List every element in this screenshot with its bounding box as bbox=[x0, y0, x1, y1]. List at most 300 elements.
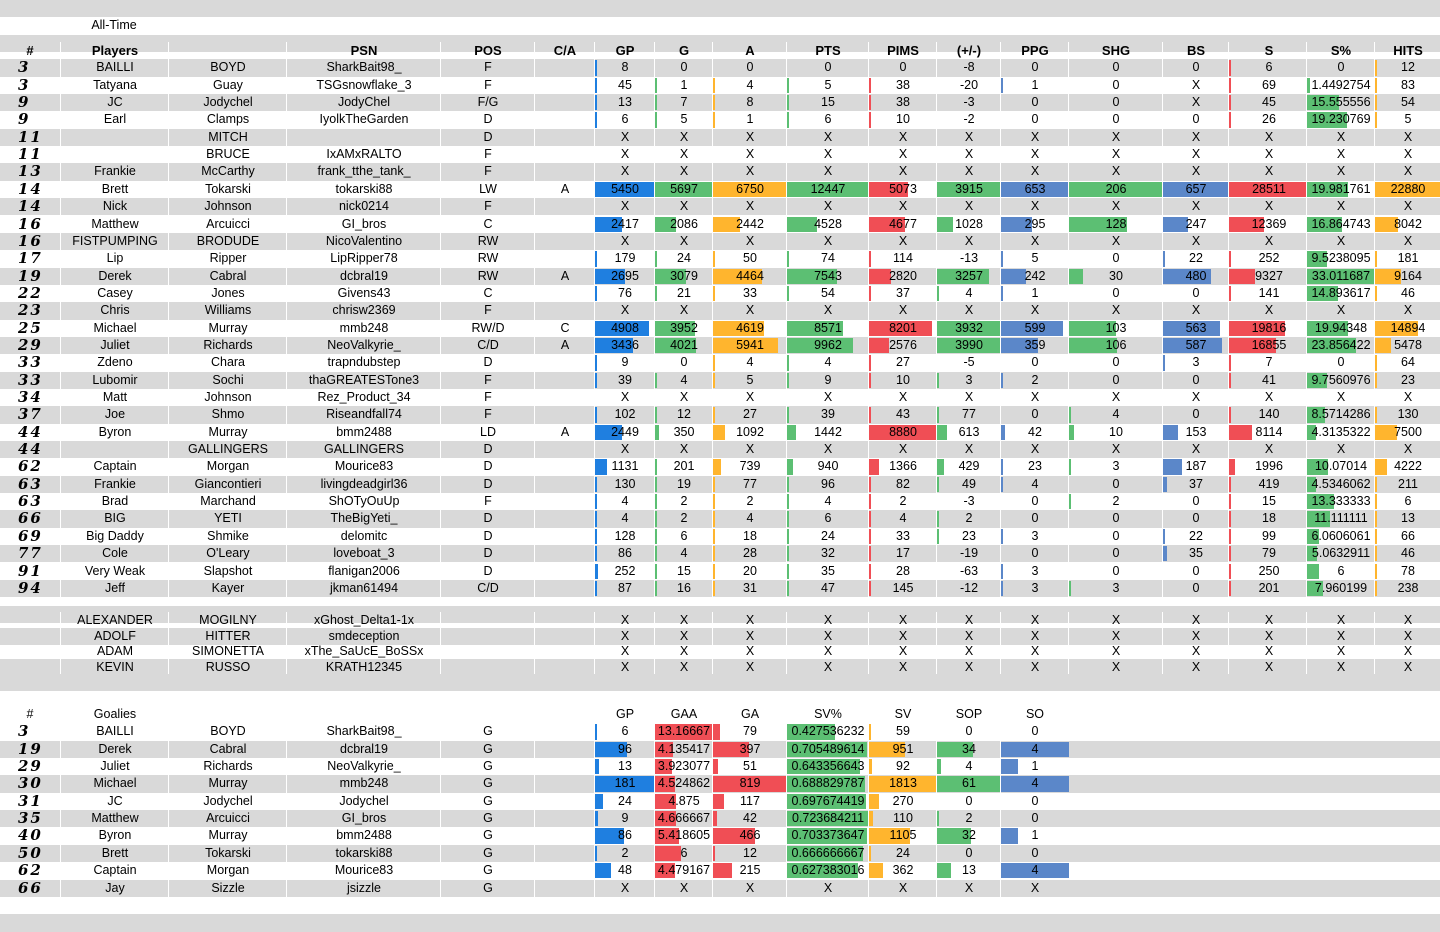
cell[interactable] bbox=[1000, 233, 1069, 250]
cell[interactable] bbox=[534, 320, 595, 337]
cell[interactable] bbox=[1000, 880, 1069, 897]
cell[interactable] bbox=[1000, 129, 1069, 146]
cell[interactable] bbox=[786, 94, 869, 111]
cell[interactable] bbox=[286, 111, 441, 128]
jersey-number[interactable] bbox=[0, 59, 60, 76]
cell[interactable] bbox=[868, 441, 937, 458]
cell[interactable] bbox=[286, 793, 441, 810]
cell[interactable] bbox=[1162, 163, 1229, 180]
cell[interactable] bbox=[534, 94, 595, 111]
cell[interactable] bbox=[60, 458, 169, 475]
cell[interactable] bbox=[534, 827, 595, 844]
cell[interactable] bbox=[60, 612, 169, 629]
cell[interactable] bbox=[534, 476, 595, 493]
jersey-number[interactable] bbox=[0, 476, 60, 493]
cell[interactable] bbox=[1374, 285, 1440, 302]
cell[interactable] bbox=[1162, 337, 1229, 354]
cell[interactable] bbox=[286, 510, 441, 527]
cell[interactable] bbox=[712, 216, 787, 233]
cell[interactable] bbox=[60, 880, 169, 897]
cell[interactable] bbox=[1162, 181, 1229, 198]
cell[interactable] bbox=[786, 285, 869, 302]
jersey-number[interactable] bbox=[0, 424, 60, 441]
column-header[interactable] bbox=[712, 42, 787, 59]
cell[interactable] bbox=[168, 458, 287, 475]
cell[interactable] bbox=[1374, 545, 1440, 562]
cell[interactable] bbox=[60, 723, 169, 740]
cell[interactable] bbox=[1000, 793, 1069, 810]
cell[interactable] bbox=[1000, 758, 1069, 775]
cell[interactable] bbox=[786, 354, 869, 371]
cell[interactable] bbox=[594, 545, 655, 562]
cell[interactable] bbox=[534, 77, 595, 94]
cell[interactable] bbox=[868, 406, 937, 423]
cell[interactable] bbox=[786, 880, 869, 897]
cell[interactable] bbox=[1000, 198, 1069, 215]
cell[interactable] bbox=[594, 493, 655, 510]
cell[interactable] bbox=[594, 111, 655, 128]
cell[interactable] bbox=[1228, 563, 1309, 580]
cell[interactable] bbox=[594, 563, 655, 580]
cell[interactable] bbox=[286, 146, 441, 163]
cell[interactable] bbox=[1068, 424, 1163, 441]
cell[interactable] bbox=[786, 406, 869, 423]
cell[interactable] bbox=[654, 216, 713, 233]
cell[interactable] bbox=[60, 320, 169, 337]
cell[interactable] bbox=[868, 880, 937, 897]
cell[interactable] bbox=[440, 827, 535, 844]
cell[interactable] bbox=[594, 827, 655, 844]
cell[interactable] bbox=[594, 268, 655, 285]
cell[interactable] bbox=[712, 810, 787, 827]
cell[interactable] bbox=[286, 337, 441, 354]
cell[interactable] bbox=[1228, 302, 1309, 319]
cell[interactable] bbox=[534, 793, 595, 810]
cell[interactable] bbox=[786, 111, 869, 128]
cell[interactable] bbox=[654, 793, 713, 810]
cell[interactable] bbox=[286, 643, 441, 660]
cell[interactable] bbox=[868, 810, 937, 827]
cell[interactable] bbox=[936, 580, 1001, 597]
cell[interactable] bbox=[1162, 302, 1229, 319]
cell[interactable] bbox=[168, 111, 287, 128]
cell[interactable] bbox=[712, 528, 787, 545]
cell[interactable] bbox=[1374, 268, 1440, 285]
cell[interactable] bbox=[654, 845, 713, 862]
jersey-number[interactable] bbox=[0, 389, 60, 406]
cell[interactable] bbox=[168, 741, 287, 758]
cell[interactable] bbox=[1228, 111, 1309, 128]
jersey-number[interactable] bbox=[0, 880, 60, 897]
cell[interactable] bbox=[60, 510, 169, 527]
cell[interactable] bbox=[868, 94, 937, 111]
cell[interactable] bbox=[786, 441, 869, 458]
cell[interactable] bbox=[594, 320, 655, 337]
cell[interactable] bbox=[1068, 580, 1163, 597]
cell[interactable] bbox=[168, 216, 287, 233]
cell[interactable] bbox=[440, 337, 535, 354]
cell[interactable] bbox=[654, 337, 713, 354]
cell[interactable] bbox=[786, 758, 869, 775]
cell[interactable] bbox=[654, 181, 713, 198]
cell[interactable] bbox=[712, 741, 787, 758]
cell[interactable] bbox=[654, 406, 713, 423]
cell[interactable] bbox=[712, 198, 787, 215]
cell[interactable] bbox=[1162, 528, 1229, 545]
cell[interactable] bbox=[712, 862, 787, 879]
cell[interactable] bbox=[786, 59, 869, 76]
cell[interactable] bbox=[654, 268, 713, 285]
cell[interactable] bbox=[1306, 424, 1375, 441]
cell[interactable] bbox=[1306, 59, 1375, 76]
cell[interactable] bbox=[936, 302, 1001, 319]
cell[interactable] bbox=[1228, 146, 1309, 163]
cell[interactable] bbox=[534, 845, 595, 862]
cell[interactable] bbox=[786, 163, 869, 180]
cell[interactable] bbox=[1068, 250, 1163, 267]
cell[interactable] bbox=[1306, 510, 1375, 527]
cell[interactable] bbox=[1162, 233, 1229, 250]
cell[interactable] bbox=[1162, 563, 1229, 580]
cell[interactable] bbox=[286, 563, 441, 580]
cell[interactable] bbox=[60, 216, 169, 233]
cell[interactable] bbox=[1068, 268, 1163, 285]
cell[interactable] bbox=[534, 198, 595, 215]
jersey-number[interactable] bbox=[0, 775, 60, 792]
cell[interactable] bbox=[936, 285, 1001, 302]
cell[interactable] bbox=[936, 545, 1001, 562]
cell[interactable] bbox=[936, 129, 1001, 146]
cell[interactable] bbox=[534, 424, 595, 441]
cell[interactable] bbox=[1000, 424, 1069, 441]
cell[interactable] bbox=[286, 372, 441, 389]
cell[interactable] bbox=[1000, 337, 1069, 354]
cell[interactable] bbox=[1162, 580, 1229, 597]
cell[interactable] bbox=[712, 389, 787, 406]
cell[interactable] bbox=[286, 458, 441, 475]
jersey-number[interactable] bbox=[0, 563, 60, 580]
cell[interactable] bbox=[712, 250, 787, 267]
cell[interactable] bbox=[1068, 181, 1163, 198]
cell[interactable] bbox=[1306, 129, 1375, 146]
cell[interactable] bbox=[60, 372, 169, 389]
cell[interactable] bbox=[654, 285, 713, 302]
cell[interactable] bbox=[286, 827, 441, 844]
cell[interactable] bbox=[1000, 94, 1069, 111]
cell[interactable] bbox=[1068, 528, 1163, 545]
jersey-number[interactable] bbox=[0, 372, 60, 389]
cell[interactable] bbox=[1306, 337, 1375, 354]
jersey-number[interactable] bbox=[0, 810, 60, 827]
cell[interactable] bbox=[868, 129, 937, 146]
cell[interactable] bbox=[60, 406, 169, 423]
cell[interactable] bbox=[594, 302, 655, 319]
cell[interactable] bbox=[1000, 163, 1069, 180]
cell[interactable] bbox=[440, 146, 535, 163]
cell[interactable] bbox=[60, 354, 169, 371]
column-header[interactable] bbox=[534, 706, 595, 723]
cell[interactable] bbox=[654, 77, 713, 94]
cell[interactable] bbox=[1000, 493, 1069, 510]
column-header[interactable] bbox=[936, 706, 1001, 723]
cell[interactable] bbox=[786, 741, 869, 758]
cell[interactable] bbox=[712, 510, 787, 527]
cell[interactable] bbox=[1162, 59, 1229, 76]
cell[interactable] bbox=[868, 493, 937, 510]
cell[interactable] bbox=[594, 233, 655, 250]
cell[interactable] bbox=[60, 250, 169, 267]
cell[interactable] bbox=[868, 458, 937, 475]
cell[interactable] bbox=[286, 250, 441, 267]
cell[interactable] bbox=[786, 372, 869, 389]
cell[interactable] bbox=[936, 320, 1001, 337]
cell[interactable] bbox=[1228, 424, 1309, 441]
cell[interactable] bbox=[1374, 302, 1440, 319]
cell[interactable] bbox=[168, 723, 287, 740]
cell[interactable] bbox=[1162, 77, 1229, 94]
cell[interactable] bbox=[594, 424, 655, 441]
cell[interactable] bbox=[1000, 580, 1069, 597]
cell[interactable] bbox=[534, 302, 595, 319]
cell[interactable] bbox=[594, 458, 655, 475]
cell[interactable] bbox=[60, 476, 169, 493]
cell[interactable] bbox=[440, 775, 535, 792]
cell[interactable] bbox=[712, 827, 787, 844]
cell[interactable] bbox=[594, 723, 655, 740]
cell[interactable] bbox=[594, 216, 655, 233]
cell[interactable] bbox=[1068, 476, 1163, 493]
cell[interactable] bbox=[1162, 129, 1229, 146]
cell[interactable] bbox=[534, 528, 595, 545]
cell[interactable] bbox=[168, 580, 287, 597]
cell[interactable] bbox=[1000, 250, 1069, 267]
cell[interactable] bbox=[654, 580, 713, 597]
cell[interactable] bbox=[1374, 493, 1440, 510]
cell[interactable] bbox=[168, 793, 287, 810]
cell[interactable] bbox=[286, 880, 441, 897]
cell[interactable] bbox=[1000, 111, 1069, 128]
cell[interactable] bbox=[594, 406, 655, 423]
cell[interactable] bbox=[594, 775, 655, 792]
column-header[interactable] bbox=[60, 706, 169, 723]
cell[interactable] bbox=[534, 354, 595, 371]
cell[interactable] bbox=[594, 94, 655, 111]
cell[interactable] bbox=[168, 510, 287, 527]
cell[interactable] bbox=[286, 862, 441, 879]
jersey-number[interactable] bbox=[0, 458, 60, 475]
cell[interactable] bbox=[60, 827, 169, 844]
cell[interactable] bbox=[1068, 372, 1163, 389]
cell[interactable] bbox=[1374, 233, 1440, 250]
cell[interactable] bbox=[440, 354, 535, 371]
cell[interactable] bbox=[868, 775, 937, 792]
cell[interactable] bbox=[1000, 146, 1069, 163]
cell[interactable] bbox=[1000, 862, 1069, 879]
cell[interactable] bbox=[286, 320, 441, 337]
cell[interactable] bbox=[1162, 285, 1229, 302]
cell[interactable] bbox=[168, 285, 287, 302]
cell[interactable] bbox=[594, 580, 655, 597]
cell[interactable] bbox=[1162, 354, 1229, 371]
cell[interactable] bbox=[1068, 59, 1163, 76]
cell[interactable] bbox=[168, 528, 287, 545]
jersey-number[interactable] bbox=[0, 862, 60, 879]
column-header[interactable] bbox=[868, 42, 937, 59]
cell[interactable] bbox=[936, 845, 1001, 862]
cell[interactable] bbox=[786, 793, 869, 810]
column-header[interactable] bbox=[786, 42, 869, 59]
cell[interactable] bbox=[1000, 441, 1069, 458]
cell[interactable] bbox=[1000, 59, 1069, 76]
cell[interactable] bbox=[712, 146, 787, 163]
cell[interactable] bbox=[786, 563, 869, 580]
cell[interactable] bbox=[286, 181, 441, 198]
cell[interactable] bbox=[654, 424, 713, 441]
column-header[interactable] bbox=[1000, 706, 1069, 723]
cell[interactable] bbox=[936, 181, 1001, 198]
cell[interactable] bbox=[1374, 458, 1440, 475]
column-header[interactable] bbox=[0, 42, 60, 59]
cell[interactable] bbox=[60, 862, 169, 879]
cell[interactable] bbox=[440, 493, 535, 510]
cell[interactable] bbox=[936, 862, 1001, 879]
cell[interactable] bbox=[936, 268, 1001, 285]
cell[interactable] bbox=[1228, 337, 1309, 354]
cell[interactable] bbox=[60, 111, 169, 128]
cell[interactable] bbox=[594, 476, 655, 493]
cell[interactable] bbox=[868, 723, 937, 740]
cell[interactable] bbox=[1306, 372, 1375, 389]
cell[interactable] bbox=[1306, 458, 1375, 475]
cell[interactable] bbox=[1068, 406, 1163, 423]
cell[interactable] bbox=[936, 758, 1001, 775]
cell[interactable] bbox=[1306, 320, 1375, 337]
cell[interactable] bbox=[440, 77, 535, 94]
cell[interactable] bbox=[440, 510, 535, 527]
cell[interactable] bbox=[286, 758, 441, 775]
cell[interactable] bbox=[440, 580, 535, 597]
cell[interactable] bbox=[1000, 354, 1069, 371]
cell[interactable] bbox=[786, 510, 869, 527]
cell[interactable] bbox=[60, 389, 169, 406]
cell[interactable] bbox=[594, 510, 655, 527]
cell[interactable] bbox=[1228, 580, 1309, 597]
cell[interactable] bbox=[440, 793, 535, 810]
cell[interactable] bbox=[168, 406, 287, 423]
cell[interactable] bbox=[786, 320, 869, 337]
cell[interactable] bbox=[1228, 510, 1309, 527]
cell[interactable] bbox=[1306, 302, 1375, 319]
cell[interactable] bbox=[534, 563, 595, 580]
cell[interactable] bbox=[712, 493, 787, 510]
cell[interactable] bbox=[1228, 233, 1309, 250]
cell[interactable] bbox=[654, 510, 713, 527]
cell[interactable] bbox=[936, 77, 1001, 94]
cell[interactable] bbox=[936, 441, 1001, 458]
cell[interactable] bbox=[168, 827, 287, 844]
cell[interactable] bbox=[868, 146, 937, 163]
cell[interactable] bbox=[286, 476, 441, 493]
cell[interactable] bbox=[1306, 476, 1375, 493]
cell[interactable] bbox=[440, 845, 535, 862]
cell[interactable] bbox=[712, 424, 787, 441]
cell[interactable] bbox=[594, 793, 655, 810]
cell[interactable] bbox=[868, 233, 937, 250]
cell[interactable] bbox=[868, 163, 937, 180]
jersey-number[interactable] bbox=[0, 94, 60, 111]
cell[interactable] bbox=[1374, 77, 1440, 94]
cell[interactable] bbox=[534, 723, 595, 740]
cell[interactable] bbox=[534, 233, 595, 250]
cell[interactable] bbox=[868, 510, 937, 527]
cell[interactable] bbox=[168, 59, 287, 76]
cell[interactable] bbox=[936, 163, 1001, 180]
cell[interactable] bbox=[440, 741, 535, 758]
cell[interactable] bbox=[1068, 458, 1163, 475]
cell[interactable] bbox=[1306, 111, 1375, 128]
cell[interactable] bbox=[786, 233, 869, 250]
cell[interactable] bbox=[654, 354, 713, 371]
cell[interactable] bbox=[594, 845, 655, 862]
cell[interactable] bbox=[1000, 563, 1069, 580]
cell[interactable] bbox=[1162, 389, 1229, 406]
cell[interactable] bbox=[168, 545, 287, 562]
cell[interactable] bbox=[168, 268, 287, 285]
cell[interactable] bbox=[286, 198, 441, 215]
cell[interactable] bbox=[168, 476, 287, 493]
cell[interactable] bbox=[1374, 337, 1440, 354]
cell[interactable] bbox=[594, 198, 655, 215]
cell[interactable] bbox=[286, 59, 441, 76]
cell[interactable] bbox=[1228, 250, 1309, 267]
cell[interactable] bbox=[60, 94, 169, 111]
cell[interactable] bbox=[1068, 111, 1163, 128]
column-header[interactable] bbox=[1228, 42, 1309, 59]
cell[interactable] bbox=[712, 268, 787, 285]
cell[interactable] bbox=[1228, 441, 1309, 458]
cell[interactable] bbox=[936, 250, 1001, 267]
cell[interactable] bbox=[1228, 493, 1309, 510]
cell[interactable] bbox=[712, 545, 787, 562]
cell[interactable] bbox=[1000, 775, 1069, 792]
cell[interactable] bbox=[712, 129, 787, 146]
cell[interactable] bbox=[868, 862, 937, 879]
cell[interactable] bbox=[868, 528, 937, 545]
cell[interactable] bbox=[786, 129, 869, 146]
cell[interactable] bbox=[440, 458, 535, 475]
cell[interactable] bbox=[712, 441, 787, 458]
jersey-number[interactable] bbox=[0, 723, 60, 740]
cell[interactable] bbox=[654, 441, 713, 458]
cell[interactable] bbox=[168, 880, 287, 897]
cell[interactable] bbox=[1374, 129, 1440, 146]
cell[interactable] bbox=[936, 337, 1001, 354]
cell[interactable] bbox=[594, 528, 655, 545]
cell[interactable] bbox=[60, 580, 169, 597]
cell[interactable] bbox=[60, 810, 169, 827]
column-header[interactable] bbox=[534, 42, 595, 59]
cell[interactable] bbox=[868, 354, 937, 371]
cell[interactable] bbox=[1000, 810, 1069, 827]
jersey-number[interactable] bbox=[0, 510, 60, 527]
cell[interactable] bbox=[712, 111, 787, 128]
cell[interactable] bbox=[1162, 111, 1229, 128]
cell[interactable] bbox=[286, 129, 441, 146]
jersey-number[interactable] bbox=[0, 111, 60, 128]
cell[interactable] bbox=[712, 77, 787, 94]
cell[interactable] bbox=[936, 59, 1001, 76]
cell[interactable] bbox=[936, 528, 1001, 545]
